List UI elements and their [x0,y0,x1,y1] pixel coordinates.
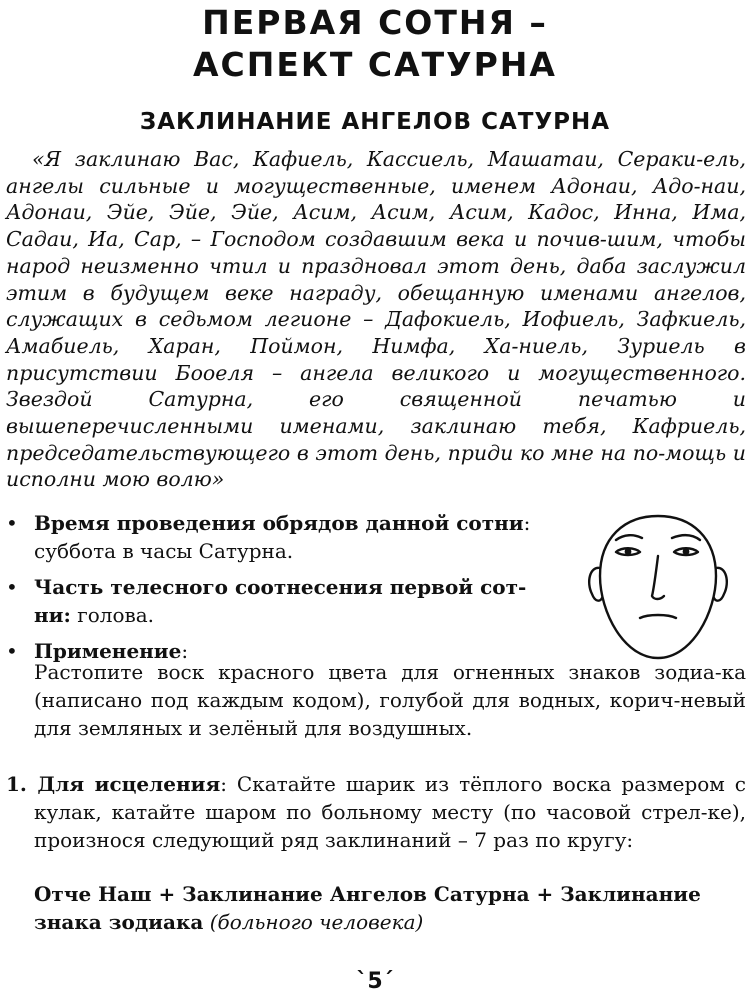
bullet-icon: • [6,511,18,535]
incantation-formula [34,880,746,936]
nose [652,556,664,599]
face-outline-drawing [578,510,738,670]
left-eyebrow [616,535,642,540]
numbered-item-separator: : [220,772,227,796]
bullet-separator: : [181,639,189,663]
page-title-line-1: ПЕРВАЯ СОТНЯ – [202,3,548,42]
page-number: `5´ [356,969,394,994]
numbered-item-label: 1. Для исцеления [6,772,221,796]
bullet-label: Время проведения обрядов данной сотни [34,511,524,535]
left-pupil [625,548,632,555]
bullet-icon: • [6,639,18,663]
bullet-text: суббота в часы Сатурна. [34,539,294,563]
bullet-text: голова. [70,603,155,627]
right-pupil [683,548,690,555]
page-title-line-2: АСПЕКТ САТУРНА [193,45,557,84]
bullet-separator: : [523,511,531,535]
list-item [6,573,562,629]
numbered-item-text: Скатайте шарик из тёплого воска размером с кулак, катайте шаром по больному месту (по часовой стрел-ке), произнося следующий ряд заклинаний – 7 раз по кругу: [34,772,746,852]
wax-instruction: Растопите воск красного цвета для огненных знаков зодиа-ка (написано под каждым кодом), голубой для водных, корич-невый для земляных и зелёный для воздушных. [34,660,746,740]
incantation-quote: «Я заклинаю Вас, Кафиель, Кассиель, Машатаи, Сераки-ель, ангелы сильные и могущественные, именем Адонаи, Адо-наи, Адонаи, Эйе, Эйе, Эйе, Асим, Асим, Асим, Кадос, Инна, Има, Садаи, Иа, Сар, – Господом создавшим века и почив-шим, чтобы народ неизменно чтил и праздновал этот день, даба заслужил этим в будущем веке награду, обещанную именами ангелов, служащих в седьмом легионе – Дафокиель, Иофиель, Зафкиель, Амабиель, Харан, Поймон, Нимфа, Ха-ниель, Зуриель в присутствии Бооеля – ангела великого и могущественного. Звездой Сатурна, его священной печатью и вышеперечисленными именами, заклинаю тебя, Кафриель, председательствующего в этот день, приди ко мне на по-мощь и исполни мою волю» [6,147,746,492]
bullet-icon: • [6,575,18,599]
bullet-label: Применение [34,639,182,663]
formula-italic: (больного человека) [209,910,424,934]
numbered-item-healing [6,770,746,854]
bullet-label: Часть телесного соотнесения первой сот-ни: [34,575,527,627]
bullet-list [6,509,562,673]
right-eyebrow [672,535,700,540]
list-item [6,509,562,565]
formula-bold: Отче Наш + Заклинание Ангелов Сатурна + Заклинание знака зодиака [34,882,701,934]
head-outline [600,516,716,658]
section-heading: ЗАКЛИНАНИЕ АНГЕЛОВ САТУРНА [139,109,611,135]
mouth [640,615,676,618]
